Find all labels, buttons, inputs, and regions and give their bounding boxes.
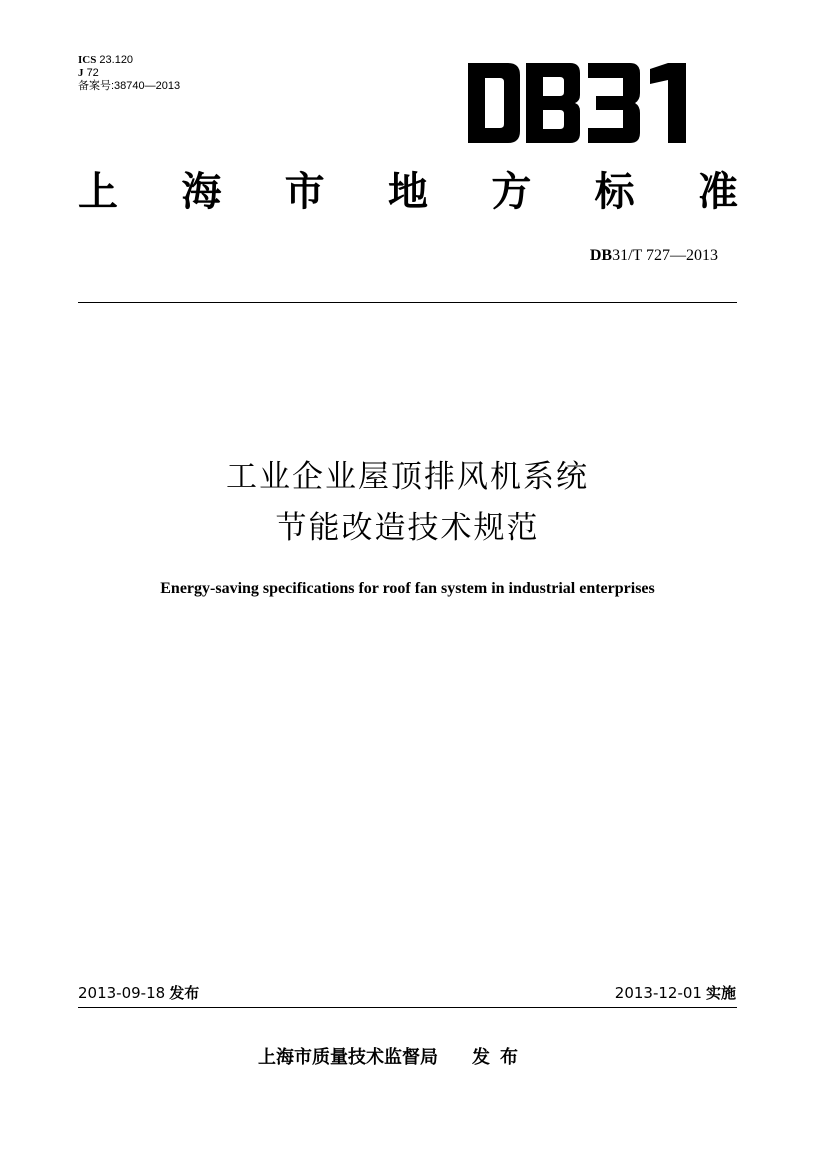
standard-number-rest: 31/T 727—2013 [612, 247, 718, 264]
ccs-label: J [78, 67, 84, 79]
document-title-line2: 节能改造技术规范 [275, 510, 540, 546]
standard-type-char: 方 [491, 169, 532, 215]
filing-number: 备案号:38740—2013 [78, 80, 181, 92]
release-label: 发布 [169, 984, 200, 1002]
implementation-date-value: 2013-12-01 [614, 984, 702, 1002]
standard-number [590, 246, 718, 266]
db31-logo [468, 63, 690, 143]
standard-number-prefix: DB [589, 247, 613, 264]
release-date-value: 2013-09-18 [78, 984, 166, 1002]
ics-code [78, 54, 180, 67]
document-title-line1: 工业企业屋顶排风机系统 [226, 459, 589, 495]
english-title: Energy-saving specifications for roof fan system in industrial enterprises [160, 580, 655, 597]
standard-type-char: 准 [697, 169, 738, 215]
publisher-name: 上海市质量技术监督局 [258, 1047, 438, 1068]
ccs-code [78, 67, 180, 80]
standard-type-char: 标 [594, 169, 635, 215]
bottom-divider [78, 1007, 737, 1008]
ics-value: 23.120 [99, 54, 134, 66]
standard-type-char: 地 [387, 169, 428, 215]
ccs-value: 72 [86, 67, 99, 79]
standard-type-title [78, 165, 738, 219]
standard-type-char: 海 [181, 169, 222, 215]
publisher [258, 1046, 528, 1070]
header-meta [78, 54, 180, 93]
implementation-label: 实施 [705, 984, 736, 1002]
publisher-action: 发布 [472, 1047, 528, 1068]
ics-label: ICS [78, 54, 97, 66]
standard-type-char: 上 [78, 169, 118, 215]
top-divider [78, 302, 737, 303]
implementation-date [615, 983, 736, 1003]
standard-type-char: 市 [284, 169, 325, 215]
release-date [78, 983, 199, 1003]
